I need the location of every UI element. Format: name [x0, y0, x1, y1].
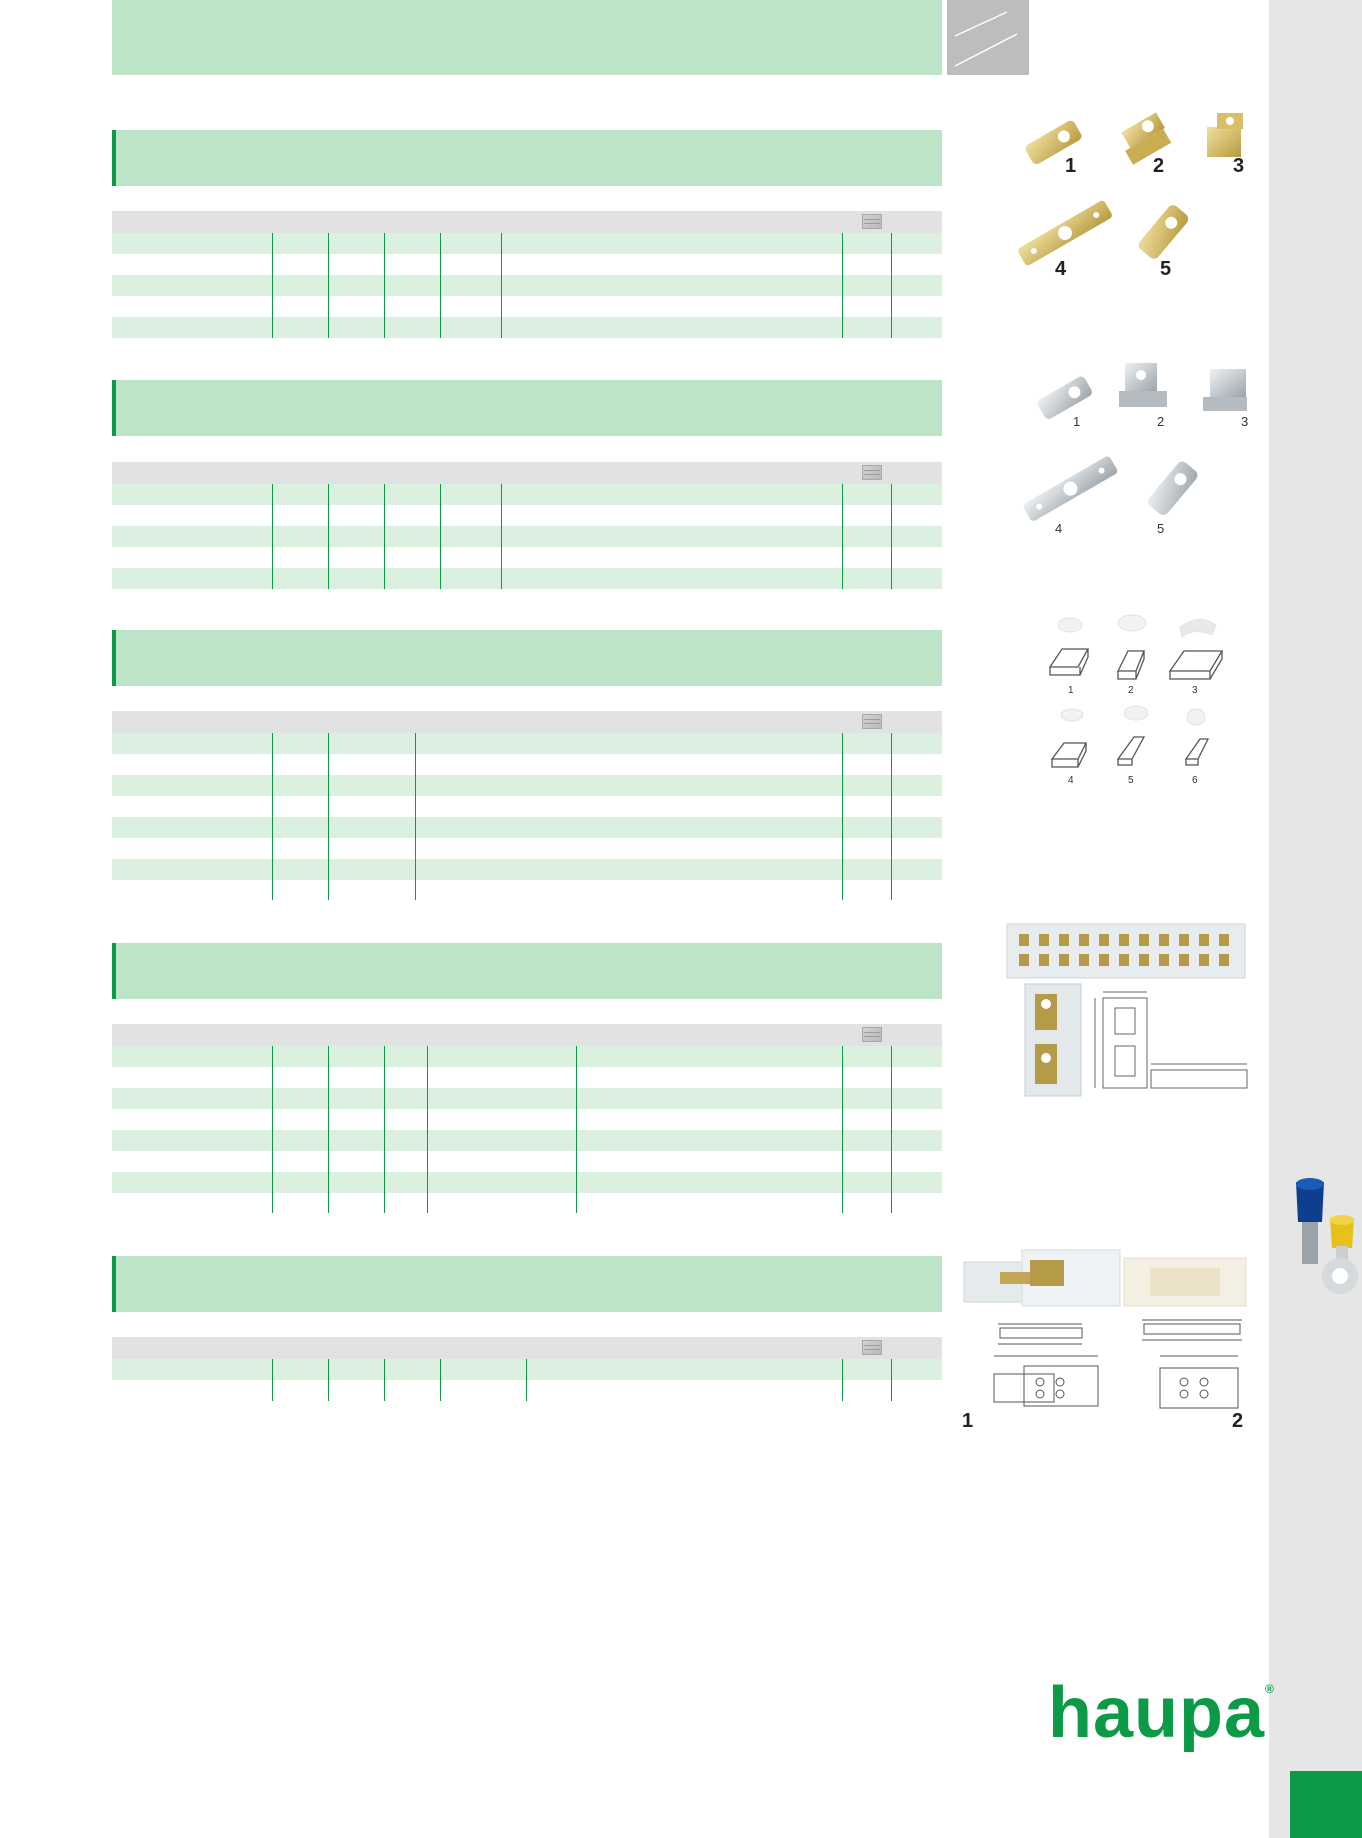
section-4-product-image: [1005, 922, 1253, 1102]
section-title-band-5: [112, 1256, 942, 1312]
section-title-band-3: [112, 630, 942, 686]
table-body-1: [112, 233, 942, 338]
table-row: [112, 733, 942, 754]
table-row: [112, 859, 942, 880]
table-row: [112, 1359, 942, 1380]
ferrule-and-ring-terminal-icon: [1278, 1172, 1362, 1300]
table-row: [112, 1172, 942, 1193]
table-row: [112, 233, 942, 254]
table-body-2: [112, 484, 942, 589]
image-label: 1: [962, 1410, 974, 1432]
image-label: 3: [1233, 155, 1245, 177]
table-row: [112, 547, 942, 568]
diagonal-lines-icon: [947, 0, 1029, 75]
table-row: [112, 1088, 942, 1109]
table-row: [112, 1380, 942, 1401]
table-row: [112, 484, 942, 505]
product-table-4: [112, 1024, 942, 1193]
image-label: 5: [1128, 775, 1134, 786]
table-row: [112, 1046, 942, 1067]
table-header-1: [112, 211, 942, 233]
product-table-2: [112, 462, 942, 589]
table-body-3: [112, 733, 942, 880]
table-row: [112, 296, 942, 317]
table-row: [112, 254, 942, 275]
table-header-2: [112, 462, 942, 484]
image-label: 3: [1241, 414, 1249, 429]
table-body-4: [112, 1046, 942, 1193]
table-row: [112, 505, 942, 526]
section-title-band-2: [112, 380, 942, 436]
package-icon: [862, 465, 882, 480]
package-icon: [862, 1027, 882, 1042]
table-header-4: [112, 1024, 942, 1046]
table-row: [112, 275, 942, 296]
image-label: 4: [1055, 521, 1063, 536]
section-1-product-image: [1005, 105, 1260, 280]
table-row: [112, 838, 942, 859]
page-header-band: [112, 0, 942, 75]
package-icon: [862, 214, 882, 229]
image-label: 1: [1068, 685, 1074, 696]
table-row: [112, 1067, 942, 1088]
header-category-box: [947, 0, 1029, 75]
image-label: 1: [1073, 414, 1081, 429]
image-label: 3: [1192, 685, 1198, 696]
table-row: [112, 1130, 942, 1151]
section-5-product-image: [960, 1244, 1255, 1436]
table-row: [112, 526, 942, 547]
image-label: 2: [1128, 685, 1134, 696]
table-header-3: [112, 711, 942, 733]
image-label: 5: [1160, 258, 1172, 280]
table-row: [112, 568, 942, 589]
table-row: [112, 775, 942, 796]
package-icon: [862, 1340, 882, 1355]
image-label: 2: [1153, 155, 1165, 177]
image-label: 2: [1157, 414, 1165, 429]
right-sidebar: [1269, 0, 1362, 1838]
table-row: [112, 754, 942, 775]
page-number-tab: [1290, 1771, 1362, 1838]
product-table-5: [112, 1337, 942, 1401]
table-row: [112, 317, 942, 338]
table-row: [112, 1109, 942, 1130]
haupa-logo: haupa®: [1048, 1673, 1275, 1753]
image-label: 2: [1232, 1410, 1244, 1432]
image-label: 5: [1157, 521, 1165, 536]
section-title-band-1: [112, 130, 942, 186]
table-row: [112, 817, 942, 838]
image-label: 4: [1068, 775, 1074, 786]
image-label: 6: [1192, 775, 1198, 786]
table-body-5: [112, 1359, 942, 1401]
image-label: 4: [1055, 258, 1067, 280]
product-table-1: [112, 211, 942, 338]
image-label: 1: [1065, 155, 1077, 177]
table-row: [112, 796, 942, 817]
section-3-product-image: [1040, 605, 1260, 795]
section-title-band-4: [112, 943, 942, 999]
table-row: [112, 1151, 942, 1172]
package-icon: [862, 714, 882, 729]
section-2-product-image: [1005, 355, 1260, 540]
product-table-3: [112, 711, 942, 880]
table-header-5: [112, 1337, 942, 1359]
